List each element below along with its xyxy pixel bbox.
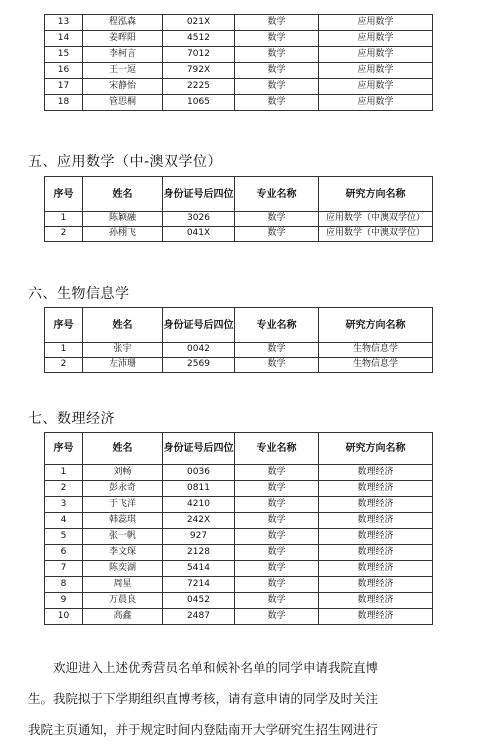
cell-major: 数学 (235, 63, 319, 79)
cell-major: 数学 (235, 15, 319, 31)
cell-id-last4: 0036 (163, 465, 235, 481)
cell-major: 数学 (235, 497, 319, 513)
cell-name: 宋静怡 (83, 79, 163, 95)
cell-id-last4: 0811 (163, 481, 235, 497)
cell-major: 数学 (235, 593, 319, 609)
table-row (45, 95, 433, 111)
table-row (45, 227, 433, 242)
cell-id-last4: 021X (163, 15, 235, 31)
cell-research-direction: 数理经济 (319, 577, 433, 593)
closing-paragraph (28, 652, 448, 745)
cell-major: 数学 (235, 79, 319, 95)
cell-name: 程泓森 (83, 15, 163, 31)
cell-name: 管思桐 (83, 95, 163, 111)
table-row (45, 593, 433, 609)
header-research-direction: 研究方向名称 (319, 177, 433, 212)
cell-index: 2 (45, 481, 83, 497)
header-index: 序号 (45, 433, 83, 465)
cell-index: 17 (45, 79, 83, 95)
cell-index: 13 (45, 15, 83, 31)
table-mathematical-economics (44, 432, 433, 625)
cell-research-direction: 数理经济 (319, 561, 433, 577)
section-title-mathematical-economics: 七、数理经济 (28, 411, 115, 427)
cell-id-last4: 2569 (163, 358, 235, 373)
header-major: 专业名称 (235, 308, 319, 343)
table-header-row (45, 433, 433, 465)
cell-id-last4: 3026 (163, 212, 235, 227)
cell-name: 韩蕊琪 (83, 513, 163, 529)
table-row (45, 63, 433, 79)
header-research-direction: 研究方向名称 (319, 433, 433, 465)
cell-research-direction: 生物信息学 (319, 343, 433, 358)
cell-id-last4: 242X (163, 513, 235, 529)
header-name: 姓名 (83, 177, 163, 212)
cell-research-direction: 应用数学（中澳双学位） (319, 227, 433, 242)
table-row (45, 343, 433, 358)
cell-major: 数学 (235, 31, 319, 47)
table-row (45, 79, 433, 95)
header-index: 序号 (45, 308, 83, 343)
cell-major: 数学 (235, 343, 319, 358)
header-id-last4: 身份证号后四位 (163, 177, 235, 212)
paragraph-line: 生。我院拟于下学期组织直博考核，请有意申请的同学及时关注 (28, 691, 379, 706)
cell-research-direction: 应用数学（中澳双学位） (319, 212, 433, 227)
cell-name: 陈颖融 (83, 212, 163, 227)
table-row (45, 15, 433, 31)
cell-index: 18 (45, 95, 83, 111)
cell-major: 数学 (235, 577, 319, 593)
cell-index: 3 (45, 497, 83, 513)
cell-name: 左沛珊 (83, 358, 163, 373)
table-row (45, 212, 433, 227)
header-major: 专业名称 (235, 433, 319, 465)
section-title-applied-math-dual-degree: 五、应用数学（中-澳双学位） (28, 154, 223, 170)
cell-name: 彭永奇 (83, 481, 163, 497)
paragraph-line: 欢迎进入上述优秀营员名单和候补名单的同学申请我院直博 (53, 660, 379, 675)
cell-research-direction: 应用数学 (319, 47, 433, 63)
cell-research-direction: 数理经济 (319, 497, 433, 513)
cell-index: 10 (45, 609, 83, 625)
cell-research-direction: 数理经济 (319, 513, 433, 529)
cell-research-direction: 数理经济 (319, 529, 433, 545)
cell-index: 16 (45, 63, 83, 79)
cell-major: 数学 (235, 47, 319, 63)
cell-id-last4: 927 (163, 529, 235, 545)
cell-research-direction: 数理经济 (319, 593, 433, 609)
cell-major: 数学 (235, 513, 319, 529)
cell-major: 数学 (235, 227, 319, 242)
cell-major: 数学 (235, 212, 319, 227)
paragraph-line: 我院主页通知，并于规定时间内登陆南开大学研究生招生网进行 (28, 722, 379, 737)
cell-research-direction: 数理经济 (319, 609, 433, 625)
cell-id-last4: 0042 (163, 343, 235, 358)
cell-id-last4: 2487 (163, 609, 235, 625)
table-applied-math-continued (44, 14, 433, 111)
cell-id-last4: 4512 (163, 31, 235, 47)
cell-major: 数学 (235, 481, 319, 497)
cell-id-last4: 2128 (163, 545, 235, 561)
table-row (45, 497, 433, 513)
cell-research-direction: 数理经济 (319, 465, 433, 481)
cell-index: 9 (45, 593, 83, 609)
table-row (45, 529, 433, 545)
cell-research-direction: 数理经济 (319, 481, 433, 497)
cell-research-direction: 应用数学 (319, 15, 433, 31)
header-major: 专业名称 (235, 177, 319, 212)
cell-id-last4: 5414 (163, 561, 235, 577)
cell-research-direction: 应用数学 (319, 95, 433, 111)
cell-name: 李柯言 (83, 47, 163, 63)
cell-id-last4: 0452 (163, 593, 235, 609)
cell-name: 刘畅 (83, 465, 163, 481)
cell-major: 数学 (235, 465, 319, 481)
cell-index: 7 (45, 561, 83, 577)
cell-name: 于飞洋 (83, 497, 163, 513)
table-row (45, 577, 433, 593)
header-research-direction: 研究方向名称 (319, 308, 433, 343)
cell-id-last4: 4210 (163, 497, 235, 513)
cell-id-last4: 1065 (163, 95, 235, 111)
cell-index: 2 (45, 227, 83, 242)
table-header-row (45, 308, 433, 343)
cell-major: 数学 (235, 529, 319, 545)
cell-name: 万晨良 (83, 593, 163, 609)
table-row (45, 545, 433, 561)
table-row (45, 31, 433, 47)
cell-name: 陈奕湖 (83, 561, 163, 577)
cell-major: 数学 (235, 358, 319, 373)
table-row (45, 609, 433, 625)
cell-name: 李文琛 (83, 545, 163, 561)
cell-major: 数学 (235, 95, 319, 111)
header-id-last4: 身份证号后四位 (163, 308, 235, 343)
cell-research-direction: 生物信息学 (319, 358, 433, 373)
table-bioinformatics (44, 307, 433, 373)
cell-major: 数学 (235, 545, 319, 561)
cell-research-direction: 数理经济 (319, 545, 433, 561)
header-name: 姓名 (83, 433, 163, 465)
table-row (45, 358, 433, 373)
table-row (45, 481, 433, 497)
cell-major: 数学 (235, 561, 319, 577)
cell-index: 1 (45, 343, 83, 358)
cell-index: 14 (45, 31, 83, 47)
cell-id-last4: 7214 (163, 577, 235, 593)
cell-name: 张一帆 (83, 529, 163, 545)
cell-id-last4: 7012 (163, 47, 235, 63)
cell-index: 5 (45, 529, 83, 545)
cell-index: 15 (45, 47, 83, 63)
cell-index: 6 (45, 545, 83, 561)
cell-name: 孙栩飞 (83, 227, 163, 242)
cell-index: 4 (45, 513, 83, 529)
cell-name: 王一逗 (83, 63, 163, 79)
table-row (45, 465, 433, 481)
cell-major: 数学 (235, 609, 319, 625)
table-row (45, 561, 433, 577)
table-row (45, 513, 433, 529)
header-id-last4: 身份证号后四位 (163, 433, 235, 465)
cell-research-direction: 应用数学 (319, 31, 433, 47)
header-index: 序号 (45, 177, 83, 212)
section-title-bioinformatics: 六、生物信息学 (28, 286, 130, 302)
cell-name: 张宇 (83, 343, 163, 358)
cell-index: 8 (45, 577, 83, 593)
header-name: 姓名 (83, 308, 163, 343)
cell-research-direction: 应用数学 (319, 79, 433, 95)
cell-name: 周星 (83, 577, 163, 593)
cell-id-last4: 2225 (163, 79, 235, 95)
cell-index: 1 (45, 212, 83, 227)
table-row (45, 47, 433, 63)
cell-id-last4: 041X (163, 227, 235, 242)
cell-id-last4: 792X (163, 63, 235, 79)
cell-index: 2 (45, 358, 83, 373)
cell-index: 1 (45, 465, 83, 481)
cell-name: 姜晖阳 (83, 31, 163, 47)
cell-name: 高鑫 (83, 609, 163, 625)
table-header-row (45, 177, 433, 212)
table-applied-math-dual-degree (44, 176, 433, 242)
cell-research-direction: 应用数学 (319, 63, 433, 79)
